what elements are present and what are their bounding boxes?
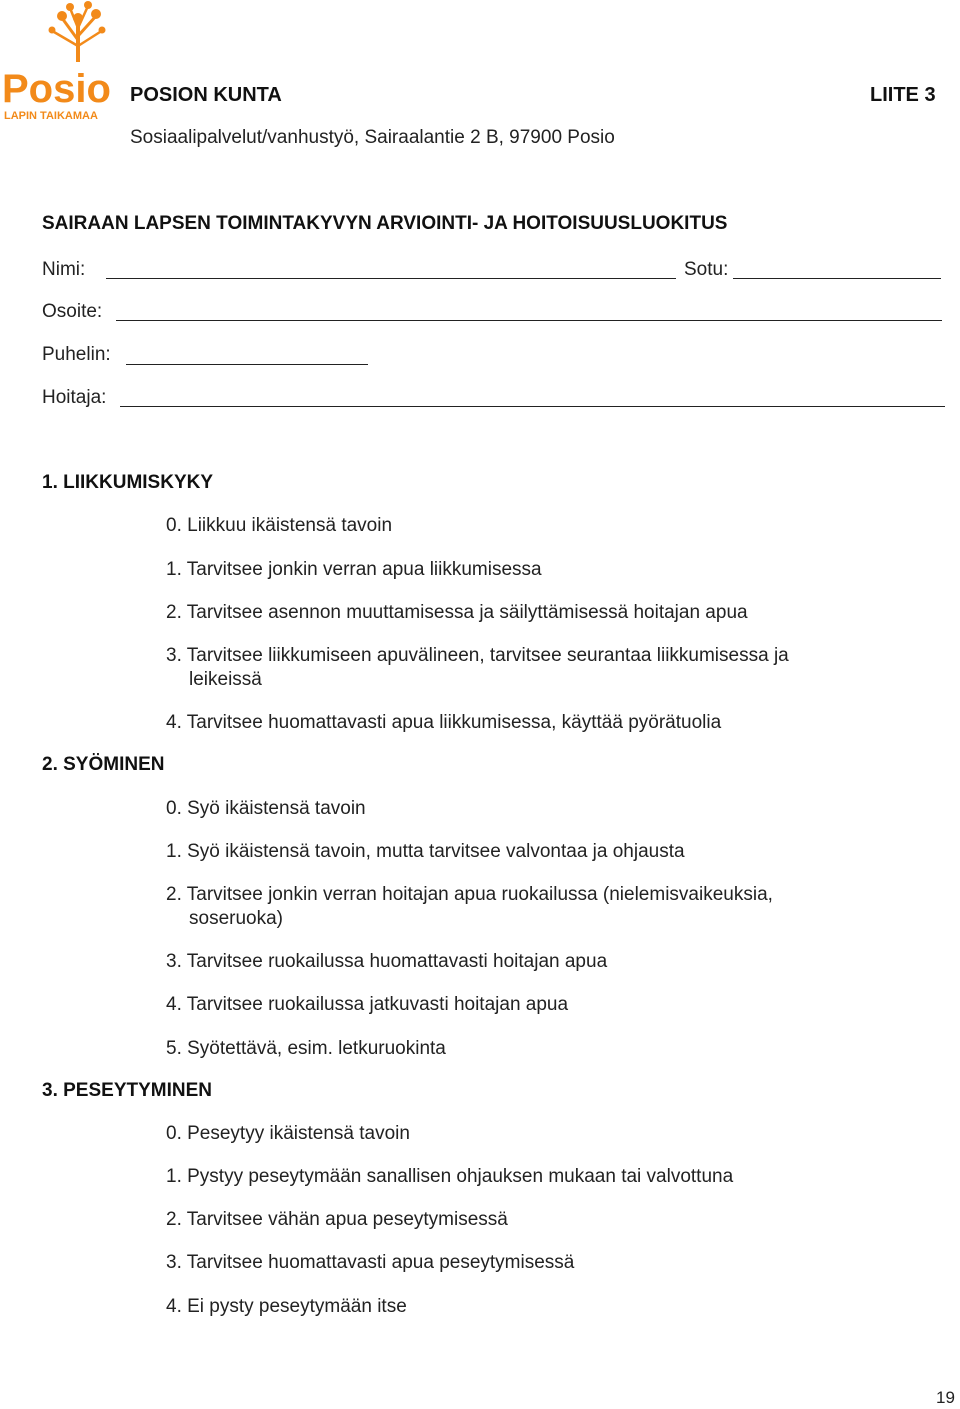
organization-name: POSION KUNTA (130, 84, 282, 106)
address-label: Osoite: (42, 301, 103, 322)
section-title-washing: 3. PESEYTYMINEN (42, 1080, 212, 1101)
mobility-option-3-continued: leikeissä (189, 669, 262, 690)
eating-option-3: 3. Tarvitsee ruokailussa huomattavasti hoitajan apua (166, 951, 608, 972)
posio-logo (0, 0, 112, 124)
mobility-option-0: 0. Liikkuu ikäistensä tavoin (166, 515, 393, 536)
ssn-field[interactable] (733, 278, 941, 279)
washing-option-4: 4. Ei pysty peseytymään itse (166, 1296, 407, 1317)
document-title: SAIRAAN LAPSEN TOIMINTAKYVYN ARVIOINTI- JA HOITOISUUSLUOKITUS (42, 213, 728, 234)
eating-option-5: 5. Syötettävä, esim. letkuruokinta (166, 1038, 446, 1059)
caregiver-label: Hoitaja: (42, 387, 107, 408)
washing-option-1: 1. Pystyy peseytymään sanallisen ohjauksen mukaan tai valvottuna (166, 1166, 734, 1187)
ssn-label: Sotu: (684, 259, 729, 280)
name-label: Nimi: (42, 259, 86, 280)
svg-text:LAPIN TAIKAMAA: LAPIN TAIKAMAA (4, 110, 98, 122)
eating-option-2-continued: soseruoka) (189, 908, 283, 929)
annex-label: LIITE 3 (870, 84, 936, 106)
phone-field[interactable] (126, 364, 368, 365)
eating-option-0: 0. Syö ikäistensä tavoin (166, 798, 366, 819)
washing-option-3: 3. Tarvitsee huomattavasti apua peseytymisessä (166, 1252, 575, 1273)
mobility-option-1: 1. Tarvitsee jonkin verran apua liikkumisessa (166, 559, 542, 580)
page-number: 19 (936, 1388, 955, 1407)
washing-option-0: 0. Peseytyy ikäistensä tavoin (166, 1123, 410, 1144)
mobility-option-3: 3. Tarvitsee liikkumiseen apuvälineen, tarvitsee seurantaa liikkumisessa ja (166, 645, 789, 666)
eating-option-1: 1. Syö ikäistensä tavoin, mutta tarvitsee valvontaa ja ohjausta (166, 841, 685, 862)
svg-text:Posio: Posio (2, 67, 111, 111)
mobility-option-2: 2. Tarvitsee asennon muuttamisessa ja säilyttämisessä hoitajan apua (166, 602, 748, 623)
mobility-option-4: 4. Tarvitsee huomattavasti apua liikkumisessa, käyttää pyörätuolia (166, 712, 722, 733)
section-title-eating: 2. SYÖMINEN (42, 754, 165, 775)
name-field[interactable] (106, 278, 676, 279)
eating-option-4: 4. Tarvitsee ruokailussa jatkuvasti hoitajan apua (166, 994, 569, 1015)
phone-label: Puhelin: (42, 344, 111, 365)
address-field[interactable] (116, 320, 942, 321)
eating-option-2: 2. Tarvitsee jonkin verran hoitajan apua ruokailussa (nielemisvaikeuksia, (166, 884, 773, 905)
section-title-mobility: 1. LIIKKUMISKYKY (42, 472, 214, 493)
washing-option-2: 2. Tarvitsee vähän apua peseytymisessä (166, 1209, 508, 1230)
department-address: Sosiaalipalvelut/vanhustyö, Sairaalantie 2 B, 97900 Posio (130, 127, 615, 148)
caregiver-field[interactable] (120, 406, 945, 407)
